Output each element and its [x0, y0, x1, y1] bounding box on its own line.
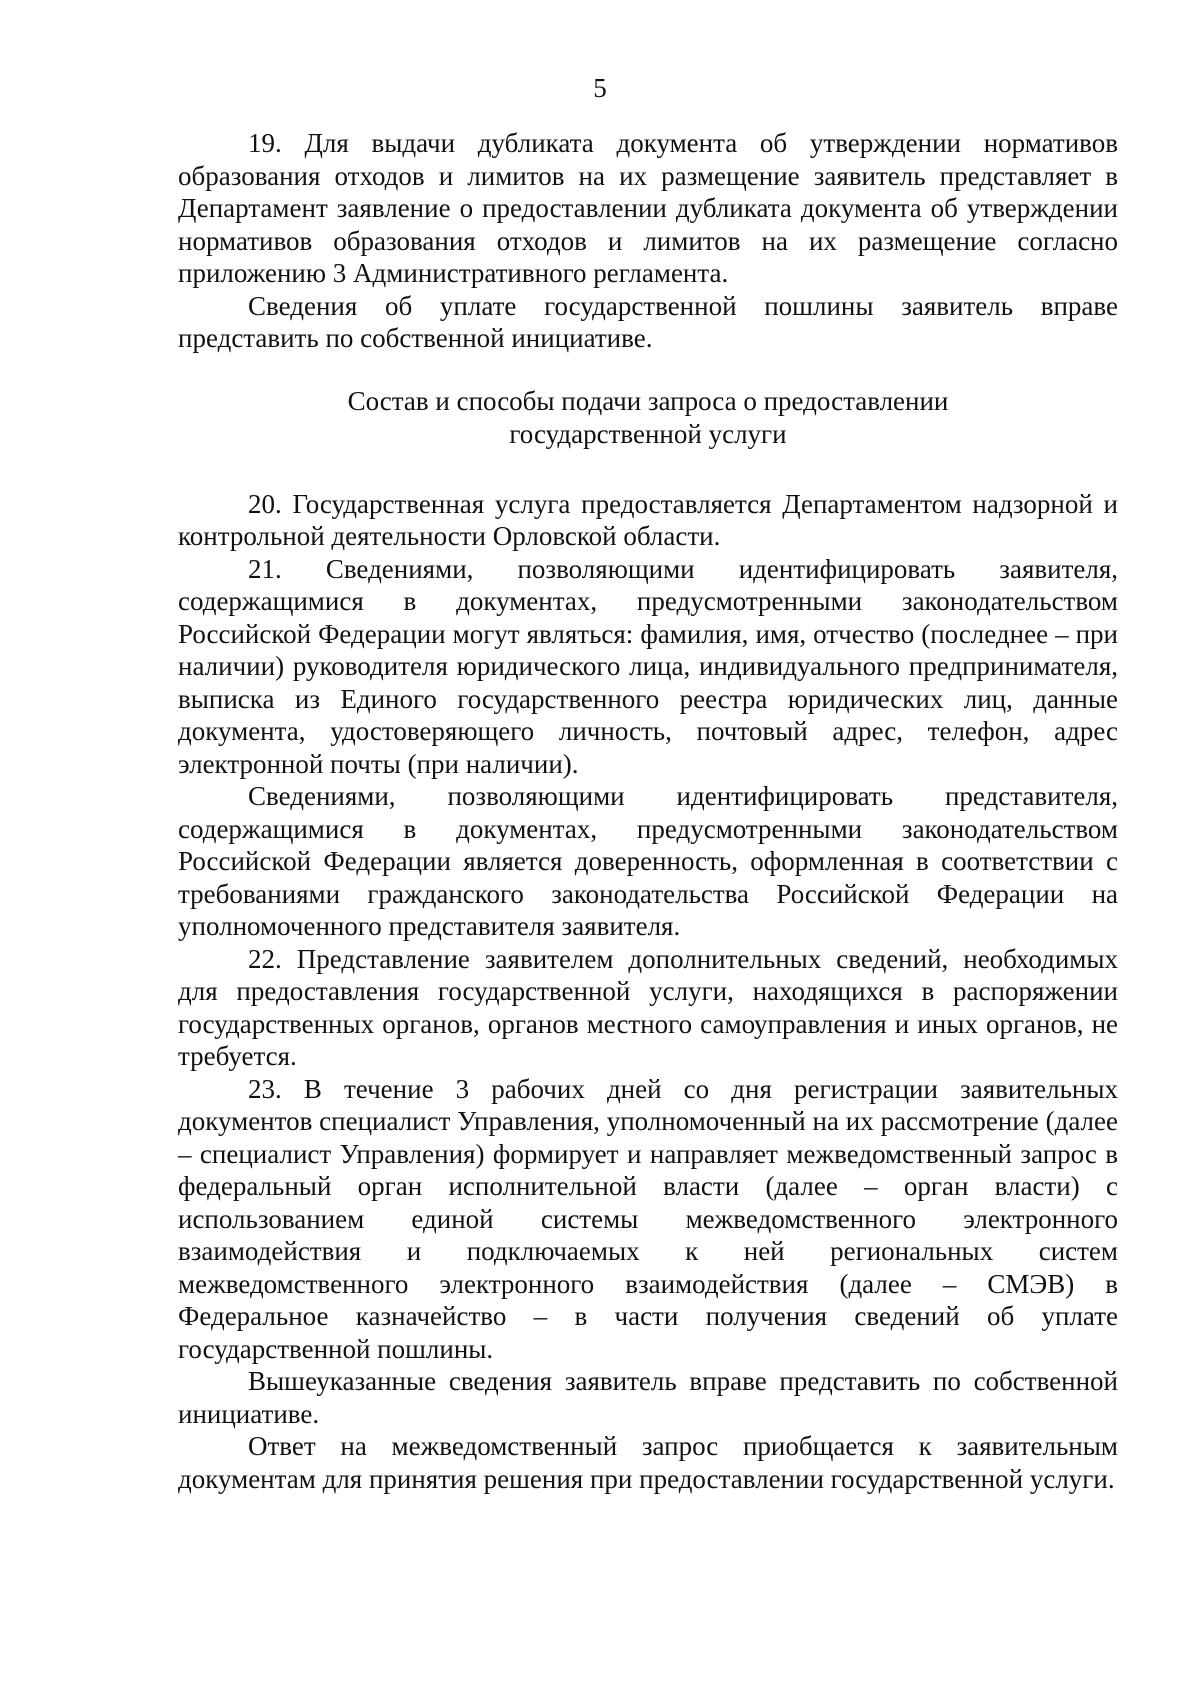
- paragraph-21: 21. Сведениями, позволяющими идентифицировать заявителя, содержащимися в документах, предусмотренными законодательством Российской Федерации могут являться: фамилия, имя, отчество (последнее – при наличии) руководителя юридического лица, индивидуального предпринимателя, выписка из Единого государственного реестра юридических лиц, данные документа, удостоверяющего личность, почтовый адрес, телефон, адрес электронной почты (при наличии).: [178, 553, 1118, 779]
- paragraph-representative-info: Сведениями, позволяющими идентифицировать представителя, содержащимися в документах, предусмотренными законодательством Российской Федерации является доверенность, оформленная в соответствии с требованиями гражданского законодательства Российской Федерации на уполномоченного представителя заявителя.: [178, 781, 1118, 941]
- paragraph-response: Ответ на межведомственный запрос приобщается к заявительным документам для принятия решения при предоставлении государственной услуги.: [178, 1431, 1118, 1494]
- paragraph-state-fee-info: Сведения об уплате государственной пошлины заявитель вправе представить по собственной инициативе.: [178, 290, 1118, 353]
- paragraph-20: 20. Государственная услуга предоставляется Департаментом надзорной и контрольной деятельности Орловской области.: [178, 488, 1118, 551]
- section-heading-line-1: Состав и способы подачи запроса о предоставлении: [347, 385, 949, 416]
- page-number: 5: [593, 73, 607, 103]
- paragraph-23: 23. В течение 3 рабочих дней со дня регистрации заявительных документов специалист Управления, уполномоченный на их рассмотрение (далее – специалист Управления) формирует и направляет межведомственный запрос в федеральный орган исполнительной власти (далее – орган власти) с использованием единой системы межведомственного электронного взаимодействия и подключаемых к ней региональных систем межведомственного электронного взаимодействия (далее – СМЭВ) в Федеральное казначейство – в части получения сведений об уплате государственной пошлины.: [178, 1073, 1118, 1364]
- paragraph-22: 22. Представление заявителем дополнительных сведений, необходимых для предоставления государственной услуги, находящихся в распоряжении государственных органов, органов местного самоуправления и иных органов, не требуется.: [178, 943, 1118, 1071]
- paragraph-own-initiative: Вышеуказанные сведения заявитель вправе представить по собственной инициативе.: [178, 1366, 1118, 1429]
- paragraph-19: 19. Для выдачи дубликата документа об утверждении нормативов образования отходов и лимитов на их размещение заявитель представляет в Департамент заявление о предоставлении дубликата документа об утверждении нормативов образования отходов и лимитов на их размещение согласно приложению 3 Административного регламента.: [178, 128, 1118, 288]
- section-heading: [178, 385, 1118, 451]
- document-body: [178, 127, 1118, 1495]
- section-heading-line-2: государственной услуги: [509, 418, 787, 449]
